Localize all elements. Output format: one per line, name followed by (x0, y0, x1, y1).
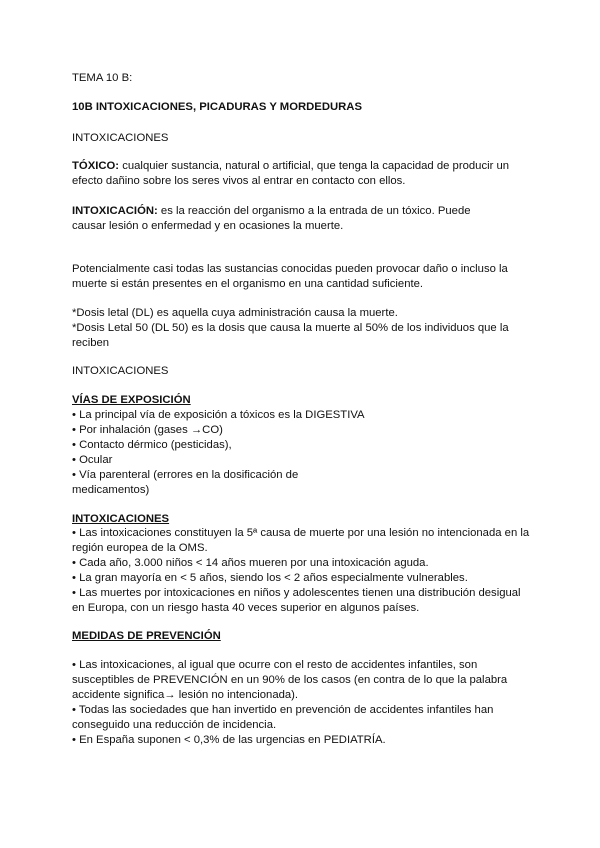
list-item: • La principal vía de exposición a tóxicos es la DIGESTIVA (72, 409, 365, 421)
section-heading-intoxicaciones-2: INTOXICACIONES (72, 365, 169, 377)
intoxicacion-definition (72, 204, 472, 234)
vias-list (72, 408, 365, 498)
toxico-term: TÓXICO: (72, 160, 120, 172)
intoxicacion-text: es la reacción del organismo a la entrada de un tóxico. Puede causar lesión o enfermedad y en ocasiones la muerte. (72, 205, 471, 232)
list-item: • Las intoxicaciones constituyen la 5ª causa de muerte por una lesión no intencionada en la región europea de la OMS. (72, 527, 530, 554)
dosis-letal-50-note: *Dosis Letal 50 (DL 50) es la dosis que causa la muerte al 50% de los individuos que la reciben (72, 322, 509, 349)
list-item: • Las intoxicaciones, al igual que ocurre con el resto de accidentes infantiles, son susceptibles de PREVENCIÓN en un 90% de los casos (en contra de lo que la palabra accidente significa→ lesión no intencionada). (72, 659, 508, 701)
intoxicaciones-heading: INTOXICACIONES (72, 513, 170, 525)
list-item: • Las muertes por intoxicaciones en niños y adolescentes tienen una distribución desigual en Europa, con un riesgo hasta 40 veces superior en algunos países. (72, 587, 521, 614)
list-item: • Contacto dérmico (pesticidas), (72, 439, 232, 451)
list-item: • Ocular (72, 454, 113, 466)
list-item: • Vía parenteral (errores en la dosificación de medicamentos) (72, 469, 299, 496)
list-item: • La gran mayoría en < 5 años, siendo los < 2 años especialmente vulnerables. (72, 572, 468, 584)
list-item: • Por inhalación (gases →CO) (72, 424, 223, 436)
dosis-letal-note: *Dosis letal (DL) es aquella cuya administración causa la muerte. (72, 307, 398, 319)
vias-heading: VÍAS DE EXPOSICIÓN (72, 394, 191, 406)
section-heading-intoxicaciones: INTOXICACIONES (72, 132, 169, 144)
list-item: • Cada año, 3.000 niños < 14 años mueren por una intoxicación aguda. (72, 557, 429, 569)
document-title: 10B INTOXICACIONES, PICADURAS Y MORDEDURAS (72, 101, 363, 113)
list-item: • Todas las sociedades que han invertido en prevención de accidentes infantiles han conseguido una reducción de incidencia. (72, 704, 494, 731)
potential-paragraph: Potencialmente casi todas las sustancias conocidas pueden provocar daño o incluso la muerte si están presentes en el organismo en una cantidad suficiente. (72, 263, 508, 290)
toxico-definition (72, 159, 534, 189)
toxico-text: cualquier sustancia, natural o artificial, que tenga la capacidad de producir un efecto dañino sobre los seres vivos al entrar en contacto con ellos. (72, 160, 510, 187)
prevencion-heading: MEDIDAS DE PREVENCIÓN (72, 630, 221, 642)
intoxicacion-term: INTOXICACIÓN: (72, 205, 158, 217)
intoxicaciones-list (72, 526, 534, 616)
topic-label: TEMA 10 B: (72, 72, 133, 84)
prevencion-list (72, 658, 534, 748)
list-item: • En España suponen < 0,3% de las urgencias en PEDIATRÍA. (72, 734, 386, 746)
